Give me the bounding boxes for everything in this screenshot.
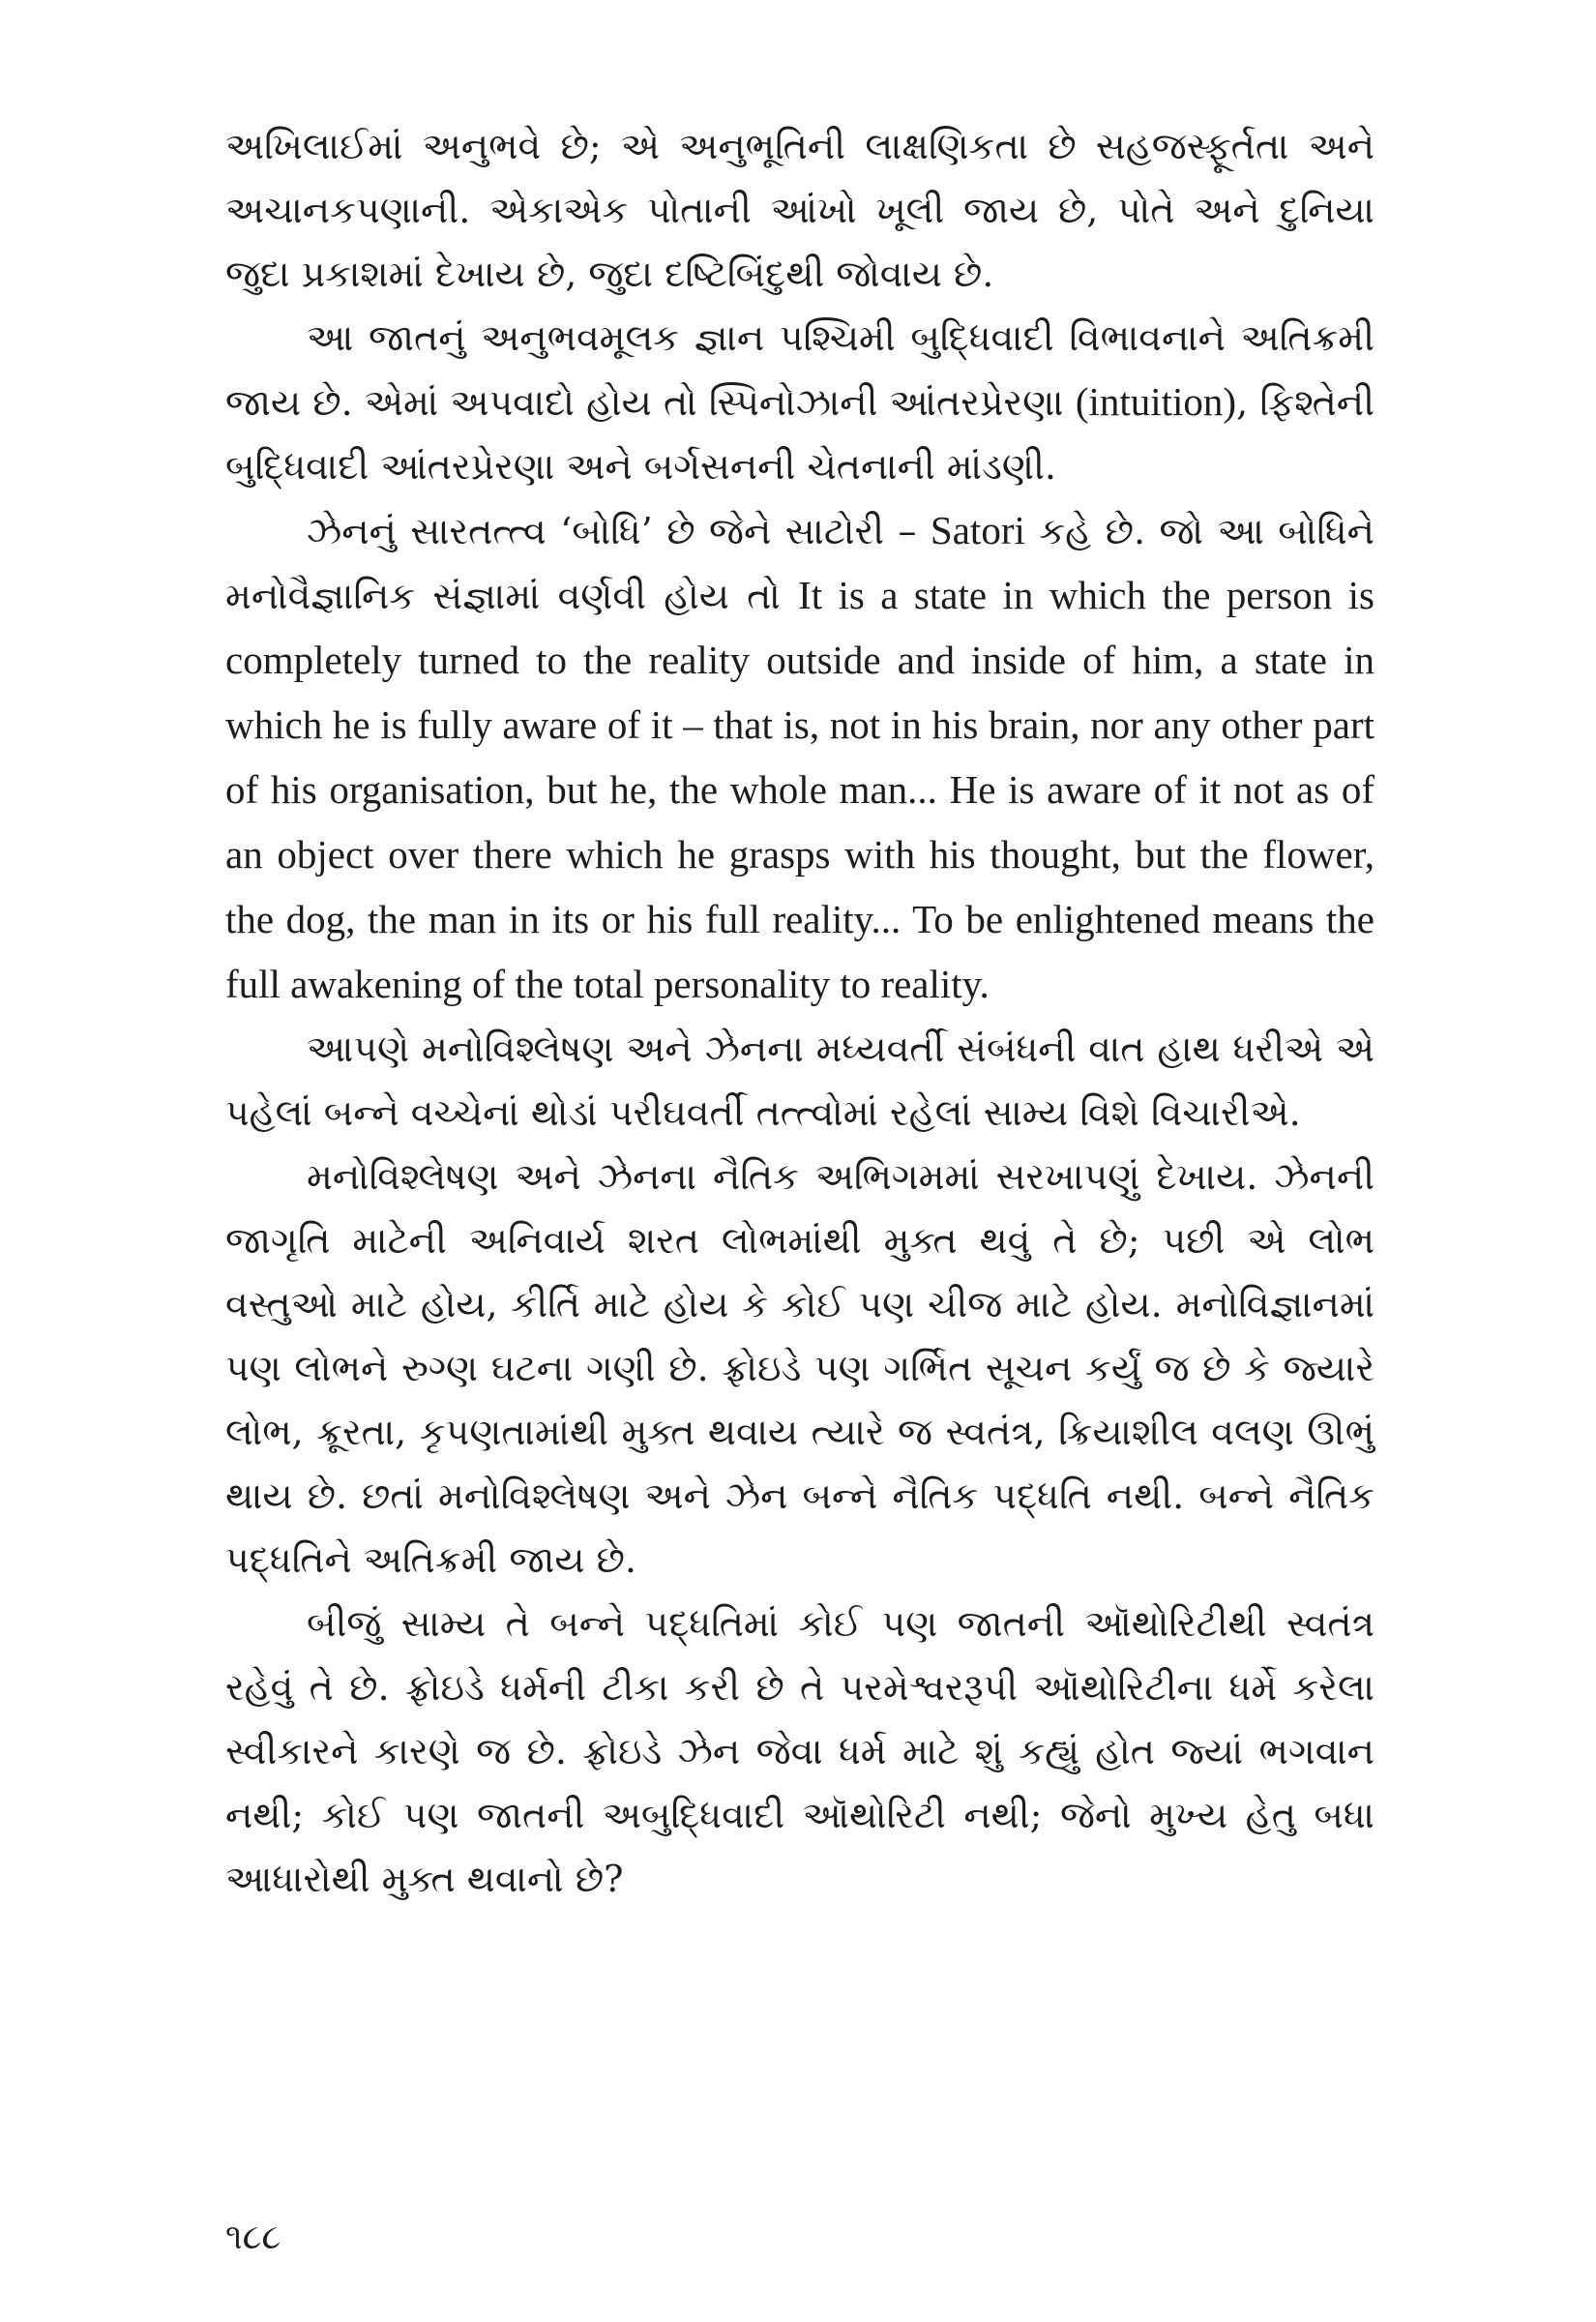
body-text bbox=[225, 114, 1374, 1911]
intuition-term: (intuition) bbox=[1075, 379, 1237, 424]
paragraph-intuition-part-b: , ફિશ્તેની બુદ્ધિવાદી આંતરપ્રેરણા અને બર્ગસનની ચેતનાની માંડણી. bbox=[225, 381, 1374, 488]
paragraph-authority: બીજું સામ્ય તે બન્ને પદ્ધતિમાં કોઈ પણ જાતની ઑથોરિટીથી સ્વતંત્ર રહેવું તે છે. ફ્રોઇડે ધર્મની ટીકા કરી છે તે પરમેશ્વરરૂપી ઑથોરિટીના ધર્મે કરેલા સ્વીકારને કારણે જ છે. ફ્રોઇડે ઝેન જેવા ધર્મ માટે શું કહ્યું હોત જ્યાં ભગવાન નથી; કોઈ પણ જાતની અબુદ્ધિવાદી ઑથોરિટી નથી; જેનો મુખ્ય હેતુ બધા આધારોથી મુક્ત થવાનો છે? bbox=[225, 1602, 1374, 1900]
paragraph-psychoanalysis-zen: આપણે મનોવિશ્લેષણ અને ઝેનના મધ્યવર્તી સંબંધની વાત હાથ ધરીએ એ પહેલાં બન્ને વચ્ચેનાં થોડાં પરીઘવર્તી તત્ત્વોમાં રહેલાં સામ્ય વિશે વિચારીએ. bbox=[225, 1027, 1374, 1134]
paragraph-intuition-part-a: આ જાતનું અનુભવમૂલક જ્ઞાન પશ્ચિમી બુદ્ધિવાદી વિભાવનાને અતિક્રમી જાય છે. એમાં અપવાદો હોય તો સ્પિનોઝાની આંતરપ્રેરણા bbox=[225, 316, 1374, 424]
paragraph-satori bbox=[225, 498, 1374, 1017]
paragraph-satori-part-b: કહે છે. જો આ બોધિને મનોવૈજ્ઞાનિક સંજ્ઞામાં વર્ણવી હોય તો bbox=[225, 510, 1374, 617]
page-number: ૧૮૮ bbox=[225, 2218, 281, 2257]
paragraph-satori-part-a: ઝેનનું સારતત્ત્વ ‘બોધિ’ છે જેને સાટોરી – bbox=[307, 510, 931, 552]
english-quotation: It is a state in which the person is completely turned to the reality outside and inside of him, a state in which he is fully aware of it – that is, not in his brain, nor any other part of his organisation, but he, the whole man... He is aware of it not as of an object over there which he grasps with his thought, but the flower, the dog, the man in its or his full reality... To be enlightened means the full awakening of the total personality to reality. bbox=[225, 573, 1374, 1006]
satori-term: Satori bbox=[930, 508, 1025, 552]
paragraph-ethical-approach: મનોવિશ્લેષણ અને ઝેનના નૈતિક અભિગમમાં સરખાપણું દેખાય. ઝેનની જાગૃતિ માટેની અનિવાર્ય શરત લોભમાંથી મુક્ત થવું તે છે; પછી એ લોભ વસ્તુઓ માટે હોય, કીર્તિ માટે હોય કે કોઈ પણ ચીજ માટે હોય. મનોવિજ્ઞાનમાં પણ લોભને રુગ્ણ ઘટના ગણી છે. ફ્રોઇડે પણ ગર્ભિત સૂચન કર્યું જ છે કે જ્યારે લોભ, ક્રૂરતા, કૃપણતામાંથી મુક્ત થવાય ત્યારે જ સ્વતંત્ર, ક્રિયાશીલ વલણ ઊભું થાય છે. છતાં મનોવિશ્લેષણ અને ઝેન બન્ને નૈતિક પદ્ધતિ નથી. બન્ને નૈતિક પદ્ધતિને અતિક્રમી જાય છે. bbox=[225, 1155, 1374, 1581]
paragraph-continuation: અખિલાઈમાં અનુભવે છે; એ અનુભૂતિની લાક્ષણિકતા છે સહજસ્ફૂર્તતા અને અચાનકપણાની. એકાએક પોતાની આંખો ખૂલી જાય છે, પોતે અને દુનિયા જુદા પ્રકાશમાં દેખાય છે, જુદા દષ્ટિબિંદુથી જોવાય છે. bbox=[225, 125, 1374, 295]
paragraph-intuition bbox=[225, 306, 1374, 498]
